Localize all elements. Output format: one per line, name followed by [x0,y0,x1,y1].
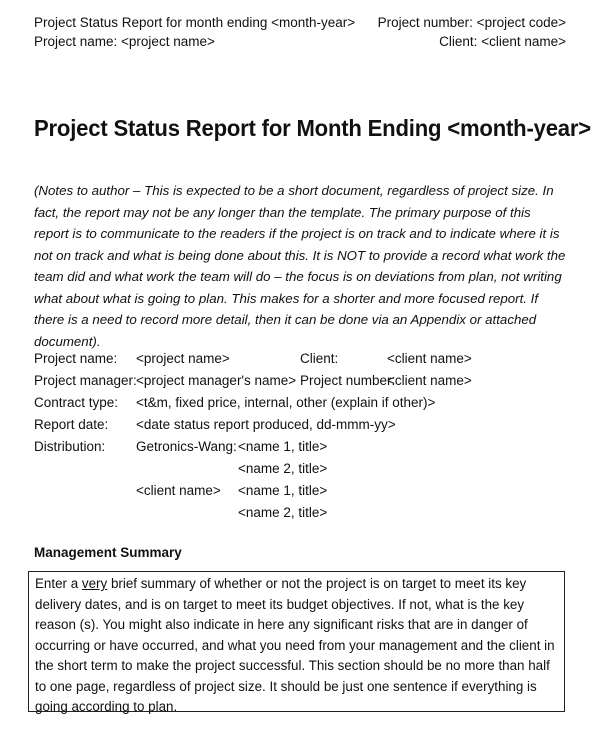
report-date-value: <date status report produced, dd-mmm-yy> [136,417,396,432]
summary-text-rest: brief summary of whether or not the project is on target to meet its key delivery dates, and is on target to meet its budget objectives. If not, what is the key reason (s). You might also indicate in here any significant risks that are in danger of occurring or have occurred, and what you need from your management and the client in the short term to make the project successful. This section should be no more than half to one page, regardless of project size. It should be just one sentence if everything is going according to plan. [35,576,555,714]
project-number-value: <client name> [387,373,472,388]
project-manager-label: Project manager: [34,373,137,388]
distribution-name: <name 1, title> [238,483,328,498]
document-title: Project Status Report for Month Ending <month-year> [34,115,591,141]
header-project-number: Project number: <project code> [377,15,566,30]
client-label: Client: [300,351,339,366]
distribution-org: <client name> [136,483,221,498]
header-right [378,13,566,51]
distribution-org: Getronics-Wang: [136,439,237,454]
client-value: <client name> [387,351,472,366]
contract-type-value: <t&m, fixed price, internal, other (explain if other)> [136,395,436,410]
project-name-label: Project name: [34,351,118,366]
header-project-name: Project name: <project name> [34,34,215,49]
project-number-label: Project number: [300,373,396,388]
summary-text-start: Enter a [35,576,82,591]
management-summary-heading: Management Summary [34,545,182,560]
header-report-title: Project Status Report for month ending <month-year> [34,15,356,30]
management-summary-box [28,571,565,712]
distribution-name: <name 2, title> [238,461,328,476]
project-manager-value: <project manager's name> [136,373,297,388]
summary-emphasis: very [81,576,108,591]
header-client: Client: <client name> [439,34,566,49]
report-date-label: Report date: [34,417,109,432]
distribution-label: Distribution: [34,439,106,454]
header-left [34,13,355,51]
distribution-name: <name 1, title> [238,439,328,454]
distribution-name: <name 2, title> [238,505,328,520]
author-notes: (Notes to author – This is expected to be a short document, regardless of project size. In fact, the report may not be any longer than the template. The primary purpose of this report is to communicate to the readers if the project is on track and to indicate where it is not on track and what is being done about this. It is NOT to provide a record what work the team did and what work the team will do – the focus is on deviations from plan, not writing what about what is going to plan. This makes for a shorter and more focused report. If there is a need to record more detail, then it can be done via an Appendix or attached document). [34,183,566,349]
project-name-value: <project name> [136,351,230,366]
contract-type-label: Contract type: [34,395,119,410]
